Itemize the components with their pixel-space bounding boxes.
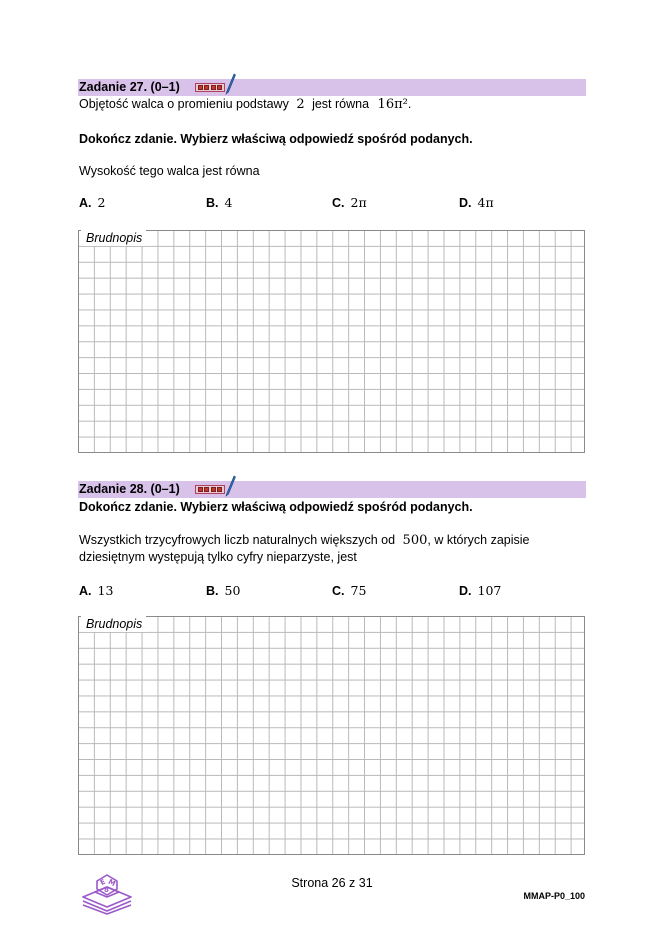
task-27-header (78, 79, 586, 96)
number-500: 500 (402, 533, 428, 548)
pen-icon (224, 475, 236, 497)
volume-value: 16π² (377, 97, 408, 112)
task-27-question: Wysokość tego walca jest równa (79, 164, 260, 178)
task-27-scratch-grid[interactable] (78, 230, 585, 453)
scratch-label: Brudnopis (81, 616, 146, 632)
task-27-option-b[interactable]: B. 4 (206, 195, 233, 210)
task-28-title: Zadanie 28. (0–1) (79, 482, 180, 496)
page-number: Strona 26 z 31 (291, 876, 373, 890)
task-28-option-a[interactable]: A. 13 (79, 583, 114, 598)
task-28-instruction: Dokończ zdanie. Wybierz właściwą odpowiedź spośród podanych. (79, 500, 473, 514)
scratch-label: Brudnopis (81, 230, 146, 246)
pen-icon (224, 73, 236, 95)
task-28-option-d[interactable]: D. 107 (459, 583, 502, 598)
score-boxes-icon (195, 485, 225, 494)
svg-text:M: M (106, 877, 117, 889)
score-boxes-icon (195, 83, 225, 92)
task-28-scratch-grid[interactable] (78, 616, 585, 855)
task-27-option-c[interactable]: C. 2π (332, 195, 367, 210)
task-28-question-line1: Wszystkich trzycyfrowych liczb naturalnych większych od 500, w których zapisie (79, 533, 530, 548)
task-27-instruction: Dokończ zdanie. Wybierz właściwą odpowiedź spośród podanych. (79, 132, 473, 146)
task-27-statement: Objętość walca o promieniu podstawy 2 jest równa 16π². (79, 97, 412, 112)
task-28-option-c[interactable]: C. 75 (332, 583, 367, 598)
task-27-option-d[interactable]: D. 4π (459, 195, 494, 210)
task-28-question-line2: dziesiętnym występują tylko cyfry nieparzyste, jest (79, 550, 357, 564)
document-code: MMAP-P0_100 (523, 891, 585, 901)
task-27-option-a[interactable]: A. 2 (79, 195, 106, 210)
task-27-title: Zadanie 27. (0–1) (79, 80, 180, 94)
task-28-header (78, 481, 586, 498)
svg-text:E: E (98, 877, 108, 888)
svg-text:8: 8 (104, 886, 109, 894)
task-28-option-b[interactable]: B. 50 (206, 583, 241, 598)
